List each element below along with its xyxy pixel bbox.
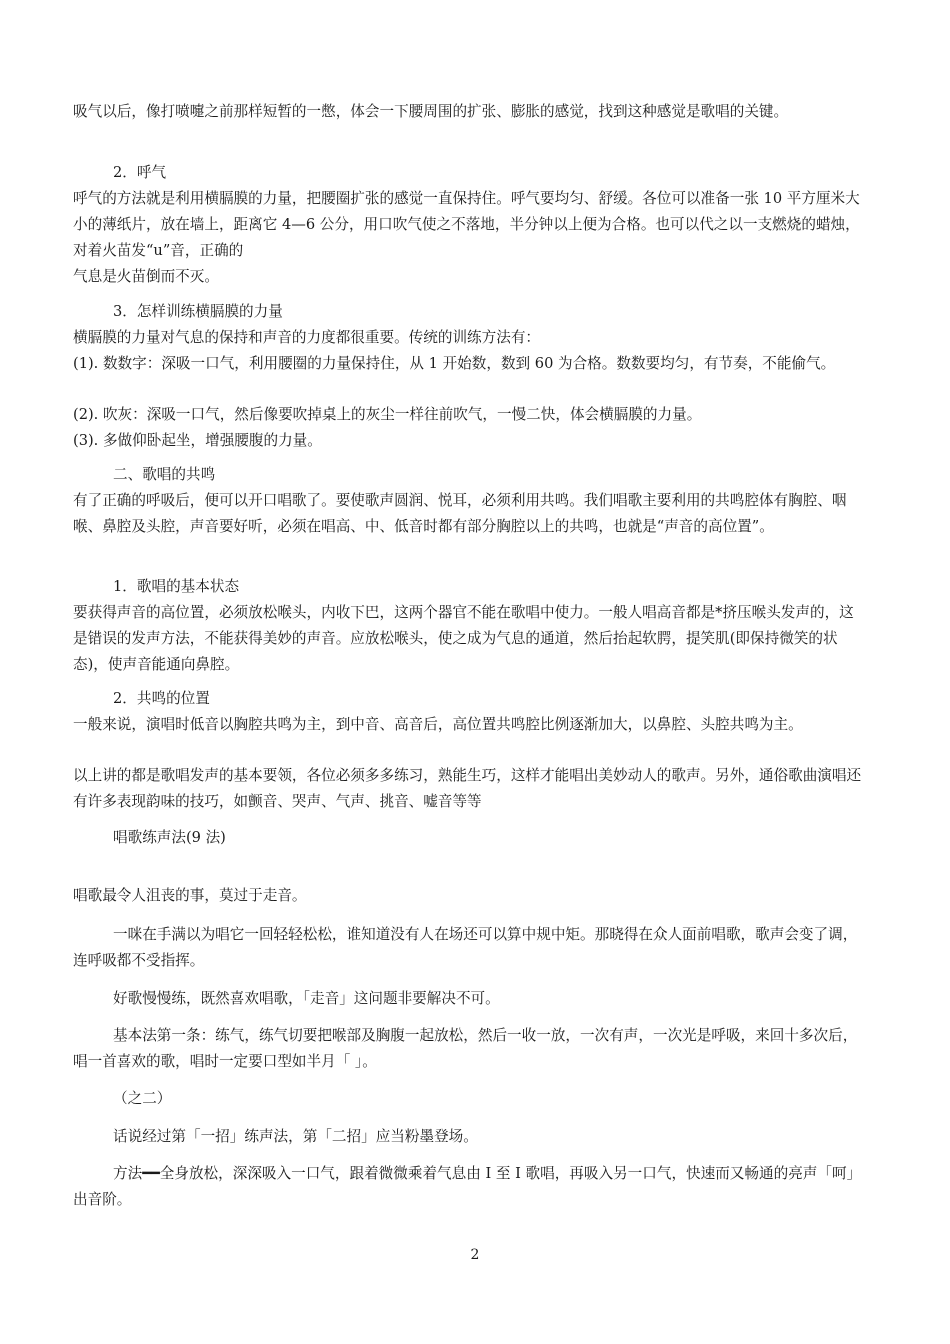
paragraph-diaphragm-intro: 横膈膜的力量对气息的保持和声音的力度都很重要。传统的训练方法有： bbox=[73, 329, 541, 346]
paragraph-off-key: 唱歌最令人沮丧的事，莫过于走音。 bbox=[73, 887, 307, 904]
paragraph-resonance-position: 一般来说，演唱时低音以胸腔共鸣为主，到中音、高音后，高位置共鸣腔比例逐渐加大，以鼻腔、头腔共鸣为主。 bbox=[73, 716, 803, 733]
heading-resonance-position: 2．共鸣的位置 bbox=[113, 690, 210, 707]
paragraph-exhale-tail: 气息是火苗倒而不灭。 bbox=[73, 268, 219, 285]
heading-nine-methods: 唱歌练声法(9 法) bbox=[113, 829, 226, 846]
list-item-blow-dust: (2). 吹灰：深吸一口气，然后像要吹掉桌上的灰尘一样往前吹气，一慢二快，体会横膈膜的力量。 bbox=[73, 406, 702, 423]
paragraph-method-one: 基本法第一条：练气，练气切要把喉部及胸腹一起放松，然后一收一放，一次有声，一次光是呼吸，来回十多次后，唱一首喜欢的歌，唱时一定要口型如半月「 」。 bbox=[73, 1027, 858, 1070]
list-item-count-numbers: (1). 数数字：深吸一口气，利用腰圈的力量保持住，从 1 开始数，数到 60 为合格。数数要均匀，有节奏，不能偷气。 bbox=[73, 355, 836, 372]
paragraph-method-two-intro: 话说经过第「一招」练声法，第「二招」应当粉墨登场。 bbox=[113, 1128, 478, 1145]
page-number: 2 bbox=[470, 1247, 480, 1263]
paragraph-summary: 以上讲的都是歌唱发声的基本要领，各位必须多多练习，熟能生巧，这样才能唱出美妙动人的歌声。另外，通俗歌曲演唱还有许多表现韵味的技巧，如颤音、哭声、气声、挑音、嘘音等等 bbox=[73, 767, 862, 810]
heading-resonance: 二、歌唱的共鸣 bbox=[113, 466, 216, 483]
paragraph-exhale: 呼气的方法就是利用横膈膜的力量，把腰圈扩张的感觉一直保持住。呼气要均匀、舒缓。各位可以准备一张 10 平方厘米大小的薄纸片，放在墙上，距离它 4—6 公分，用口吹气使之不落地，半分钟以上便为合格。也可以代之以一支燃烧的蜡烛，对着火苗发“u”音，正确的 bbox=[73, 190, 860, 259]
paragraph-inhale-end: 吸气以后，像打喷嚏之前那样短暂的一憋，体会一下腰周围的扩张、膨胀的感觉，找到这种感觉是歌唱的关键。 bbox=[73, 103, 789, 120]
paragraph-mic: 一咪在手满以为唱它一回轻轻松松，谁知道没有人在场还可以算中规中矩。那晓得在众人面前唱歌，歌声会变了调，连呼吸都不受指挥。 bbox=[73, 926, 858, 969]
paragraph-method-two: 方法━━全身放松，深深吸入一口气，跟着微微乘着气息由 I 至 I 歌唱，再吸入另一口气，快速而又畅通的亮声「呵」出音阶。 bbox=[73, 1165, 862, 1208]
paragraph-practice: 好歌慢慢练，既然喜欢唱歌，「走音」这问题非要解决不可。 bbox=[113, 990, 500, 1007]
paragraph-basic-state: 要获得声音的高位置，必须放松喉头，内收下巴，这两个器官不能在歌唱中使力。一般人唱高音都是*挤压喉头发声的，这是错误的发声方法，不能获得美妙的声音。应放松喉头，使之成为气息的通道，然后抬起软腭，提笑肌(即保持微笑的状态)，使声音能通向鼻腔。 bbox=[73, 604, 854, 673]
heading-basic-state: 1．歌唱的基本状态 bbox=[113, 578, 240, 595]
heading-part-two: （之二） bbox=[113, 1090, 172, 1107]
list-item-situps: (3). 多做仰卧起坐，增强腰腹的力量。 bbox=[73, 432, 322, 449]
heading-diaphragm-training: 3．怎样训练横膈膜的力量 bbox=[113, 303, 283, 320]
heading-exhale: 2．呼气 bbox=[113, 164, 167, 181]
paragraph-resonance: 有了正确的呼吸后，便可以开口唱歌了。要使歌声圆润、悦耳，必须利用共鸣。我们唱歌主要利用的共鸣腔体有胸腔、咽喉、鼻腔及头腔，声音要好听，必须在唱高、中、低音时都有部分胸腔以上的共鸣，也就是“声音的高位置”。 bbox=[73, 492, 847, 535]
